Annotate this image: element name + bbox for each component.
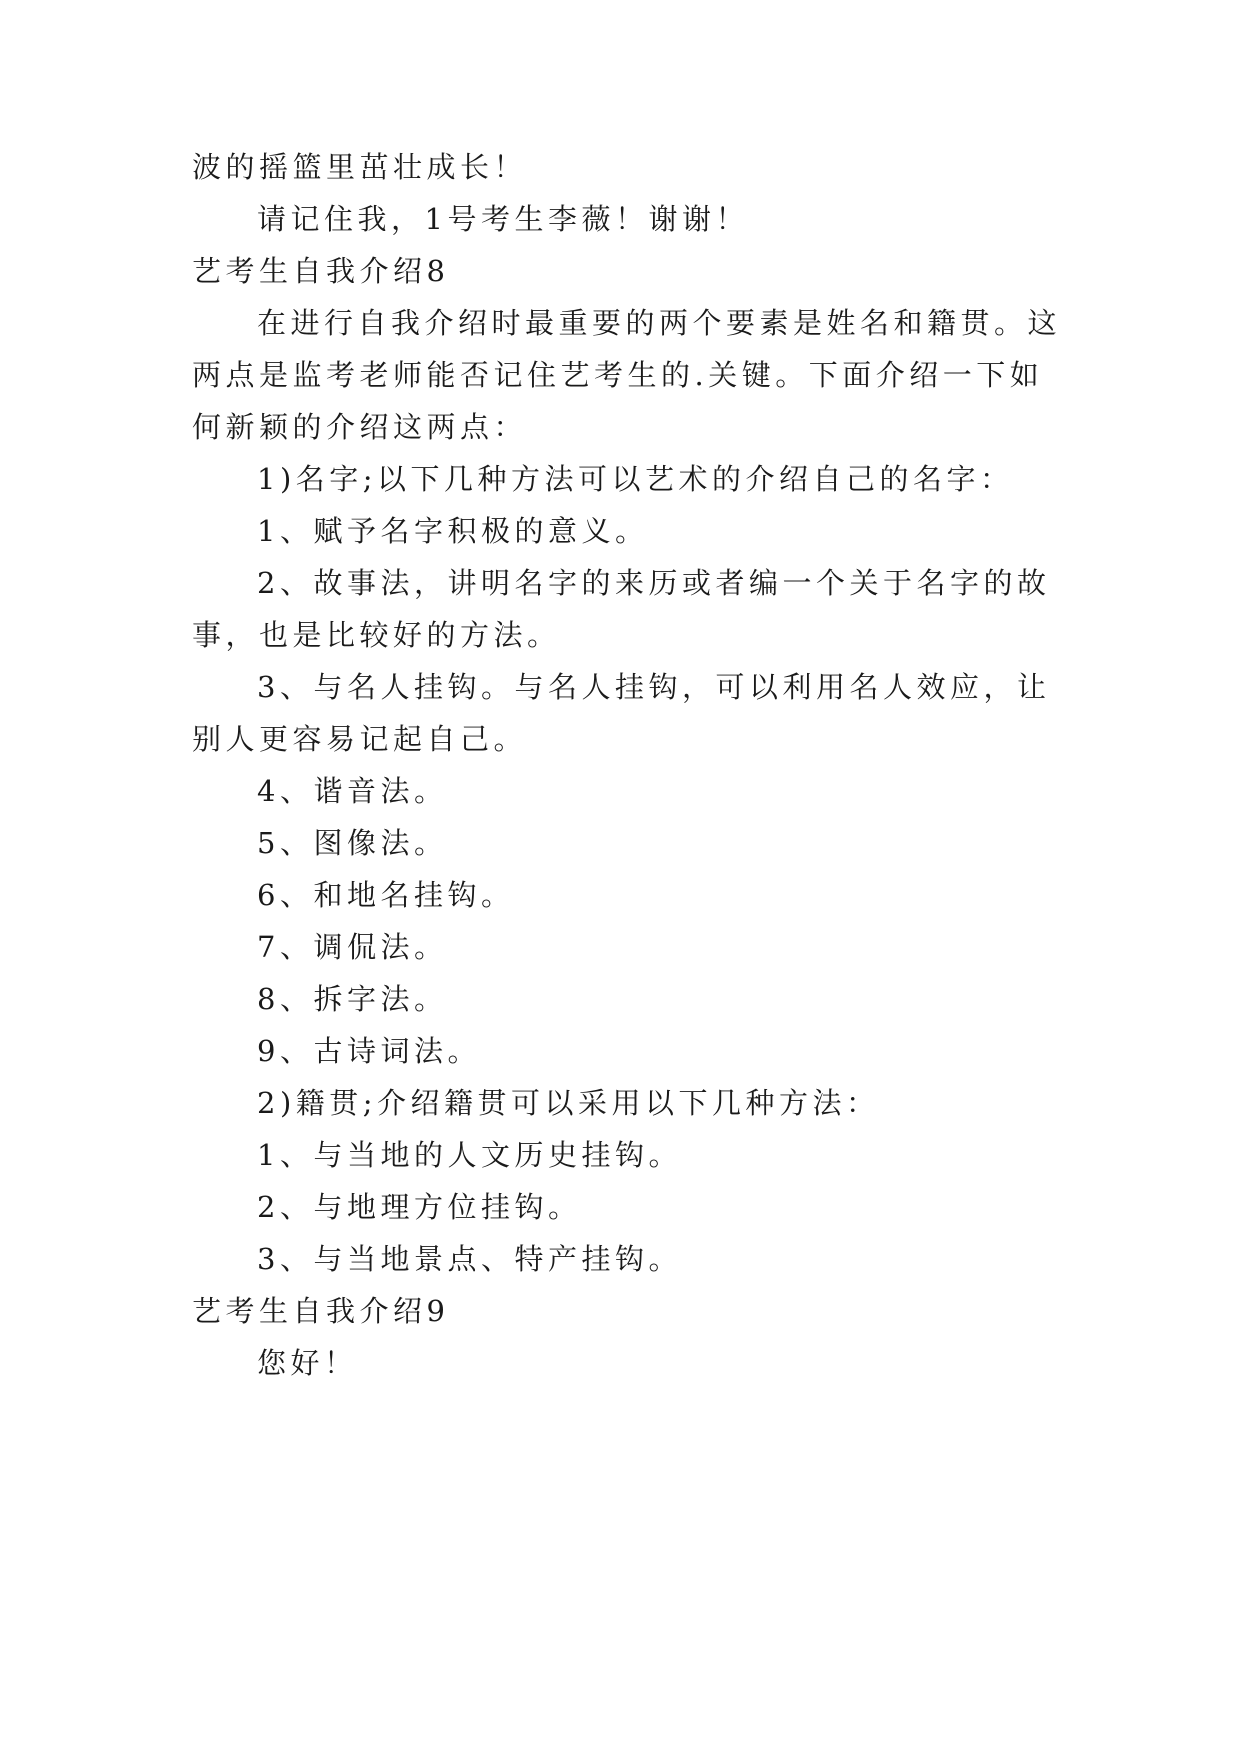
- list-item: 5、图像法。: [257, 826, 448, 860]
- list-item: 3、与当地景点、特产挂钩。: [257, 1242, 682, 1276]
- paragraph-line: 别人更容易记起自己。: [192, 722, 528, 756]
- list-item: 9、古诗词法。: [257, 1034, 481, 1068]
- section-heading: 艺考生自我介绍9: [192, 1294, 450, 1328]
- list-item: 7、调侃法。: [257, 930, 448, 964]
- list-item: 2、故事法，讲明名字的来历或者编一个关于名字的故: [257, 566, 1051, 600]
- paragraph-line: 您好！: [257, 1346, 358, 1380]
- list-item: 3、与名人挂钩。与名人挂钩，可以利用名人效应，让: [257, 670, 1051, 704]
- list-item: 2、与地理方位挂钩。: [257, 1190, 582, 1224]
- section-heading: 艺考生自我介绍8: [192, 254, 450, 288]
- paragraph-line: 请记住我，1号考生李薇！谢谢！: [257, 202, 749, 236]
- list-item: 1、与当地的人文历史挂钩。: [257, 1138, 682, 1172]
- paragraph-line: 1)名字;以下几种方法可以艺术的介绍自己的名字：: [257, 462, 1014, 496]
- list-item: 6、和地名挂钩。: [257, 878, 515, 912]
- list-item: 1、赋予名字积极的意义。: [257, 514, 649, 548]
- paragraph-line: 2)籍贯;介绍籍贯可以采用以下几种方法：: [257, 1086, 880, 1120]
- list-item: 8、拆字法。: [257, 982, 448, 1016]
- paragraph-line: 在进行自我介绍时最重要的两个要素是姓名和籍贯。这: [257, 306, 1062, 340]
- paragraph-line: 两点是监考老师能否记住艺考生的.关键。下面介绍一下如: [192, 358, 1044, 392]
- paragraph-line: 何新颖的介绍这两点：: [192, 410, 528, 444]
- list-item: 4、谐音法。: [257, 774, 448, 808]
- paragraph-line: 波的摇篮里茁壮成长！: [192, 150, 528, 184]
- paragraph-line: 事，也是比较好的方法。: [192, 618, 561, 652]
